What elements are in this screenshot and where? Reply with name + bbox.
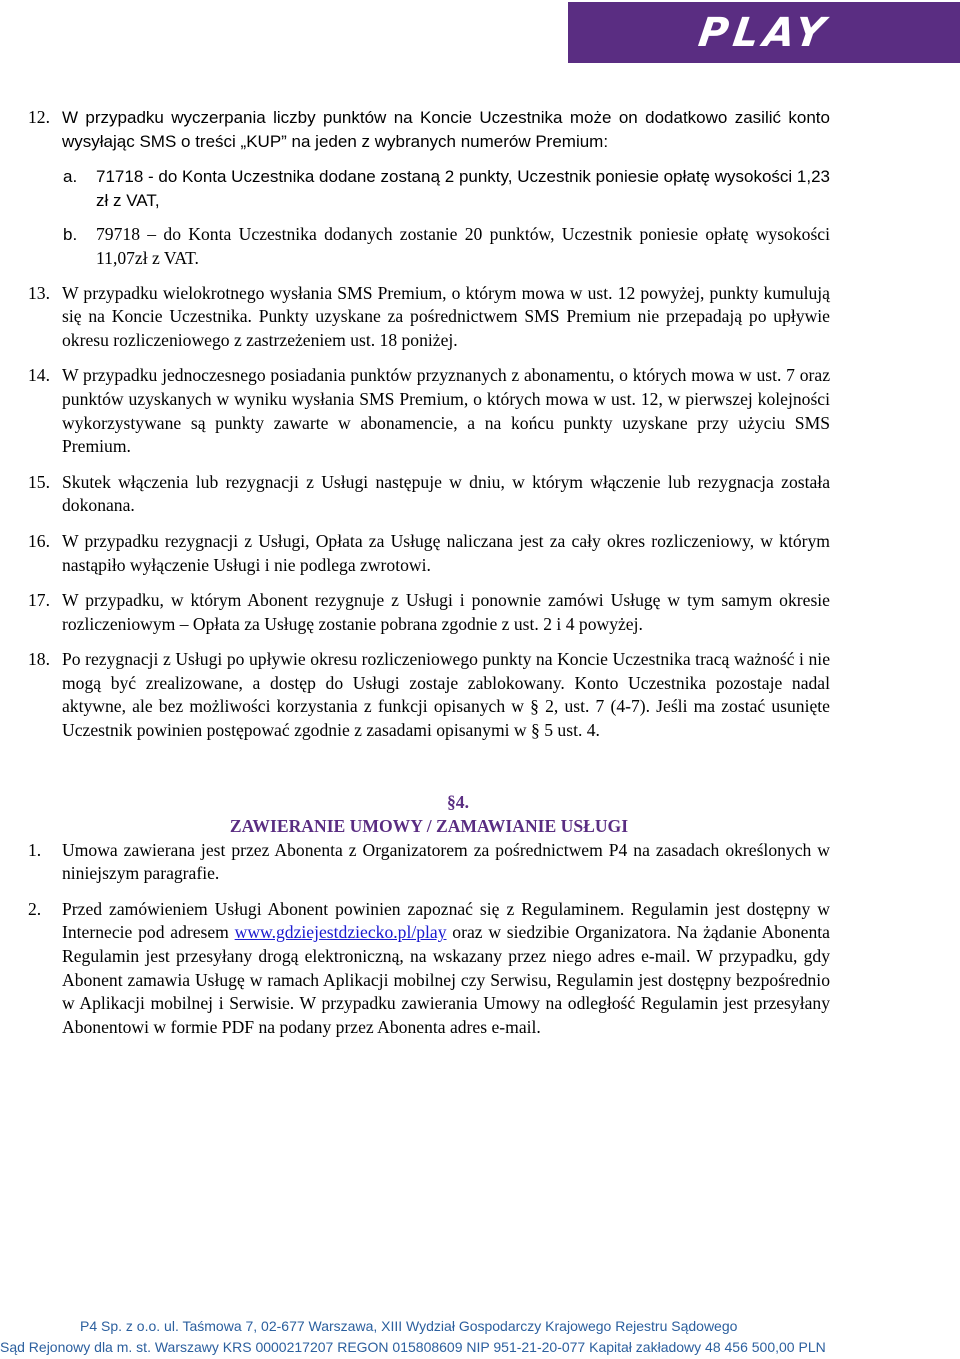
item-text-after: oraz w siedzibie Organizatora. Na żądanie Abonenta Regulamin jest przesyłany drogą elektroniczną, na wskazany przez niego adres e-mail. W przypadku, gdy Abonent zamawia Usługę w ramach Aplikacji mobilnej czy Serwisu, Regulamin jest dostępny bezpośrednio w Aplikacji mobilnej i Serwisie. W przypadku zawierania Umowy na odległość Regulamin jest przesyłany Abonentowi w formie PDF na podany przez Abonenta adres e-mail. — [62, 922, 830, 1037]
item-number: 18. — [28, 649, 50, 670]
list-item-13 — [28, 282, 830, 353]
footer-line-1: P4 Sp. z o.o. ul. Taśmowa 7, 02-677 Warszawa, XIII Wydział Gospodarczy Krajowego Rejestru Sądowego — [80, 1318, 738, 1334]
document-body — [28, 106, 830, 1051]
list-item-16 — [28, 530, 830, 577]
section-item-1 — [28, 839, 830, 886]
sub-item-a — [63, 165, 830, 212]
list-item-15 — [28, 471, 830, 518]
item-number: 12. — [28, 107, 50, 127]
item-number: 1. — [28, 839, 42, 860]
section-title: ZAWIERANIE UMOWY / ZAMAWIANIE USŁUGI — [229, 815, 629, 836]
item-number: 15. — [28, 471, 50, 492]
play-logo-text: PLAY — [695, 9, 833, 56]
item-number: 14. — [28, 365, 50, 386]
item-text: Skutek włączenia lub rezygnacji z Usługi następuje w dniu, w którym włączenie lub rezygnacja została dokonana. — [62, 471, 830, 516]
item-text: Umowa zawierana jest przez Abonenta z Organizatorem za pośrednictwem P4 na zasadach określonych w niniejszym paragrafie. — [62, 839, 830, 884]
play-logo — [568, 2, 960, 63]
list-item-17 — [28, 589, 830, 636]
item-text: W przypadku wielokrotnego wysłania SMS Premium, o którym mowa w ust. 12 powyżej, punkty kumulują się na Koncie Uczestnika. Punkty uzyskane za pośrednictwem SMS Premium nie przepadają po upływie okresu rozliczeniowego z zastrzeżeniem ust. 18 poniżej. — [62, 282, 830, 350]
footer-line-2: Sąd Rejonowy dla m. st. Warszawy KRS 0000217207 REGON 015808609 NIP 951-21-20-077 Kapitał zakładowy 48 456 500,00 PLN — [0, 1339, 826, 1355]
item-text: W przypadku, w którym Abonent rezygnuje z Usługi i ponownie zamówi Usługę w tym samym okresie rozliczeniowym – Opłata za Usługę zostanie pobrana zgodnie z ust. 2 i 4 powyżej. — [62, 590, 830, 634]
item-number: 17. — [28, 590, 50, 611]
regulamin-link[interactable]: www.gdziejestdziecko.pl/play — [234, 922, 447, 943]
item-text-before: Przed zamówieniem Usługi Abonent powinien zapoznać się z Regulaminem. Regulamin jest dostępny w Internecie pod adresem — [62, 898, 830, 943]
sub-item-text: 71718 - do Konta Uczestnika dodane zostaną 2 punkty, Uczestnik poniesie opłatę wysokości 1,23 zł z VAT, — [96, 167, 830, 210]
item-number: 2. — [28, 898, 42, 919]
section-item-2 — [28, 898, 830, 1040]
item-text: W przypadku rezygnacji z Usługi, Opłata za Usługę naliczana jest za cały okres rozliczeniowy, w którym nastąpiło wyłączenie Usługi i nie podlega zwrotowi. — [62, 530, 830, 575]
list-item-12 — [28, 106, 830, 153]
item-number: 13. — [28, 282, 50, 303]
section-heading — [28, 790, 830, 838]
page-footer — [0, 1316, 960, 1358]
item-text: Po rezygnacji z Usługi po upływie okresu rozliczeniowego punkty na Koncie Uczestnika tracą ważność i nie mogą być zrealizowane, a dostęp do Usługi zostaje zablokowany. Konto Uczestnika pozostaje nadal aktywne, ale bez możliwości korzystania z funkcji opisanych w § 2, ust. 7 (4-7). Jeśli ma zostać usunięte Uczestnik powinien postępować zgodnie z zasadami opisanymi w § 5 ust. 4. — [62, 649, 830, 741]
item-text: W przypadku jednoczesnego posiadania punktów przyznanych z abonamentu, o których mowa w ust. 7 oraz punktów uzyskanych w wyniku wysłania SMS Premium, o których mowa w ust. 12, w pierwszej kolejności wykorzystywane są punkty zawarte w abonamencie, a na końcu punkty uzyskane przy użyciu SMS Premium. — [62, 365, 830, 457]
sub-item-text: 79718 – do Konta Uczestnika dodanych zostanie 20 punktów, Uczestnik poniesie opłatę wysokości 11,07zł z VAT. — [96, 224, 830, 268]
sub-item-b — [63, 223, 830, 270]
item-number: 16. — [28, 530, 50, 551]
item-text: W przypadku wyczerpania liczby punktów na Koncie Uczestnika może on dodatkowo zasilić konto wysyłając SMS o treści „KUP” na jeden z wybranych numerów Premium: — [62, 108, 830, 151]
list-item-14 — [28, 364, 830, 458]
sub-item-letter: a. — [63, 167, 78, 187]
list-item-18 — [28, 648, 830, 742]
sub-item-letter: b. — [63, 225, 78, 245]
section-paragraph-number: §4. — [447, 791, 469, 812]
